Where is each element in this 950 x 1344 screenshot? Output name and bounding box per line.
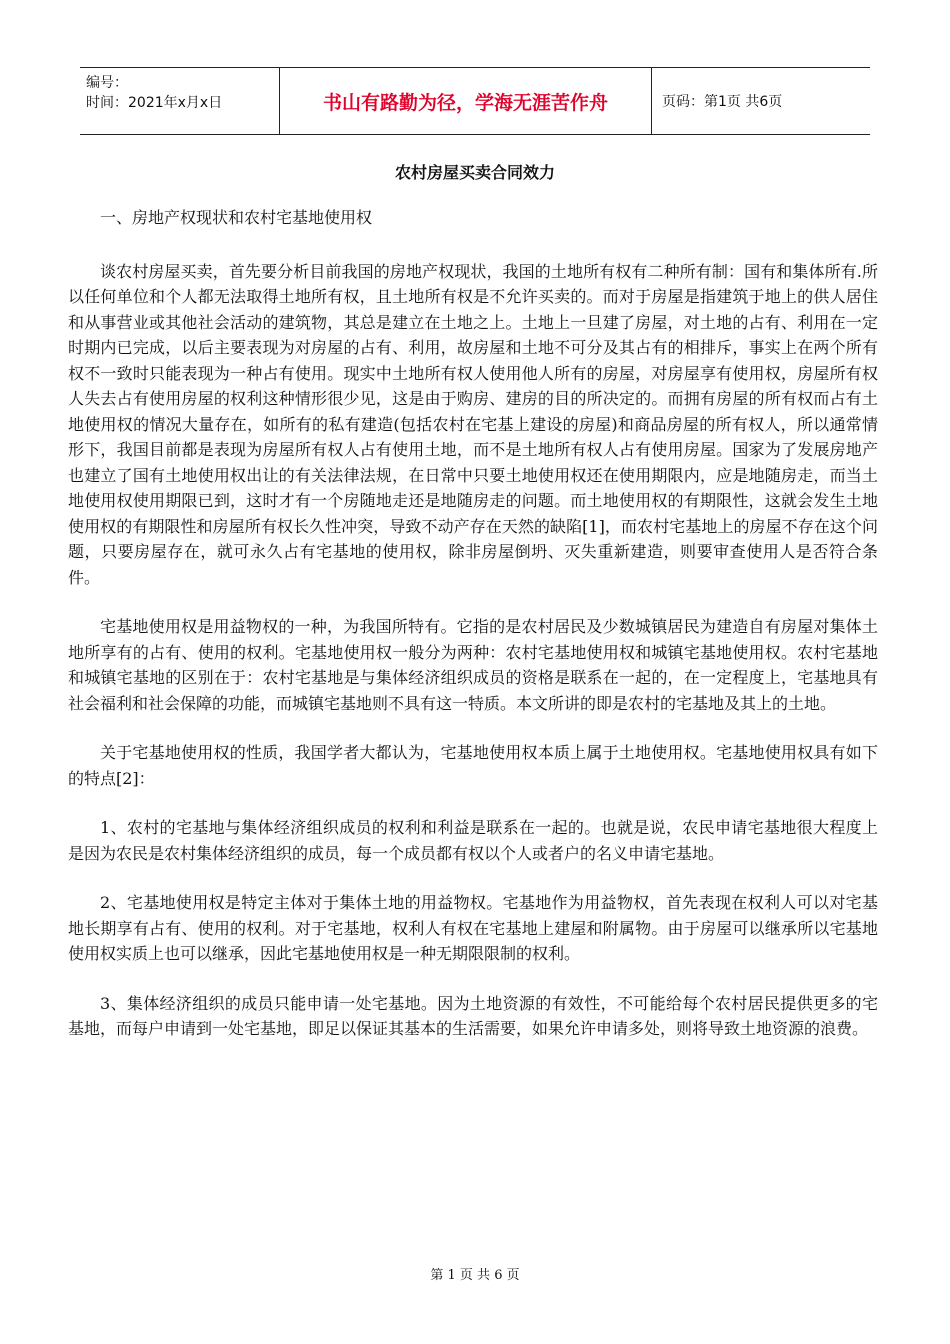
list-item-paragraph: 2、宅基地使用权是特定主体对于集体土地的用益物权。宅基地作为用益物权，首先表现在权利人可以对宅基地长期享有占有、使用的权利。对于宅基地，权利人有权在宅基地上建屋和附属物。由于房屋可以继承所以宅基地使用权实质上也可以继承，因此宅基地使用权是一种无期限限制的权利。 [68, 893, 878, 963]
section-heading: 一、房地产权现状和农村宅基地使用权 [100, 208, 373, 227]
list-item-paragraph: 1、农村的宅基地与集体经济组织成员的权利和利益是联系在一起的。也就是说，农民申请宅基地很大程度上是因为农民是农村集体经济组织的成员，每一个成员都有权以个人或者户的名义申请宅基地。 [68, 818, 878, 863]
document-header [80, 67, 870, 135]
body-paragraph: 关于宅基地使用权的性质，我国学者大都认为，宅基地使用权本质上属于土地使用权。宅基地使用权具有如下的特点[2]： [68, 743, 878, 788]
document-title: 农村房屋买卖合同效力 [394, 163, 555, 182]
header-page-info: 页码：第1页 共6页 [662, 94, 783, 110]
document-body [68, 205, 878, 1066]
page-footer: 第 1 页 共 6 页 [430, 1268, 520, 1283]
header-meta [80, 68, 280, 134]
number-label: 编号： [86, 75, 128, 91]
list-item-paragraph: 3、集体经济组织的成员只能申请一处宅基地。因为土地资源的有效性，不可能给每个农村居民提供更多的宅基地，而每户申请到一处宅基地，即足以保证其基本的生活需要，如果允许申请多处，则将导致土地资源的浪费。 [68, 993, 878, 1038]
body-paragraph: 谈农村房屋买卖，首先要分析目前我国的房地产权现状，我国的土地所有权有二种所有制：国有和集体所有.所以任何单位和个人都无法取得土地所有权，且土地所有权是不允许买卖的。而对于房屋是指建筑于地上的供人居住和从事营业或其他社会活动的建筑物，其总是建立在土地之上。土地上一旦建了房屋，对土地的占有、利用在一定时期内已完成，以后主要表现为对房屋的占有、利用，故房屋和土地不可分及其占有的相排斥，事实上在两个所有权不一致时只能表现为一种占有使用。现实中土地所有权人使用他人所有的房屋，对房屋享有使用权，房屋所有权人失去占有使用房屋的权利这种情形很少见，这是由于购房、建房的目的所决定的。而拥有房屋的所有权而占有土地使用权的情况大量存在，如所有的私有建造(包括农村在宅基上建设的房屋)和商品房屋的所有权人，所以通常情形下，我国目前都是表现为房屋所有权人占有使用土地，而不是土地所有权人占有使用房屋。国家为了发展房地产也建立了国有土地使用权出让的有关法律法规，在日常中只要土地使用权还在使用期限内，应是地随房走，而当土地使用权使用期限已到，这时才有一个房随地走还是地随房走的问题。而土地使用权的有期限性，这就会发生土地使用权的有期限性和房屋所有权长久性冲突，导致不动产存在天然的缺陷[1]，而农村宅基地上的房屋不存在这个问题，只要房屋存在，就可永久占有宅基地的使用权，除非房屋倒坍、灭失重新建造，则要审查使用人是否符合条件。 [68, 261, 878, 587]
header-motto: 书山有路勤为径，学海无涯苦作舟 [280, 68, 652, 134]
body-paragraph: 宅基地使用权是用益物权的一种，为我国所特有。它指的是农村居民及少数城镇居民为建造自有房屋对集体土地所享有的占有、使用的权利。宅基地使用权一般分为两种：农村宅基地使用权和城镇宅基地使用权。农村宅基地和城镇宅基地的区别在于：农村宅基地是与集体经济组织成员的资格是联系在一起的，在一定程度上，宅基地具有社会福利和社会保障的功能，而城镇宅基地则不具有这一特质。本文所讲的即是农村的宅基地及其上的土地。 [68, 617, 878, 713]
time-label: 时间：2021年x月x日 [86, 95, 223, 111]
